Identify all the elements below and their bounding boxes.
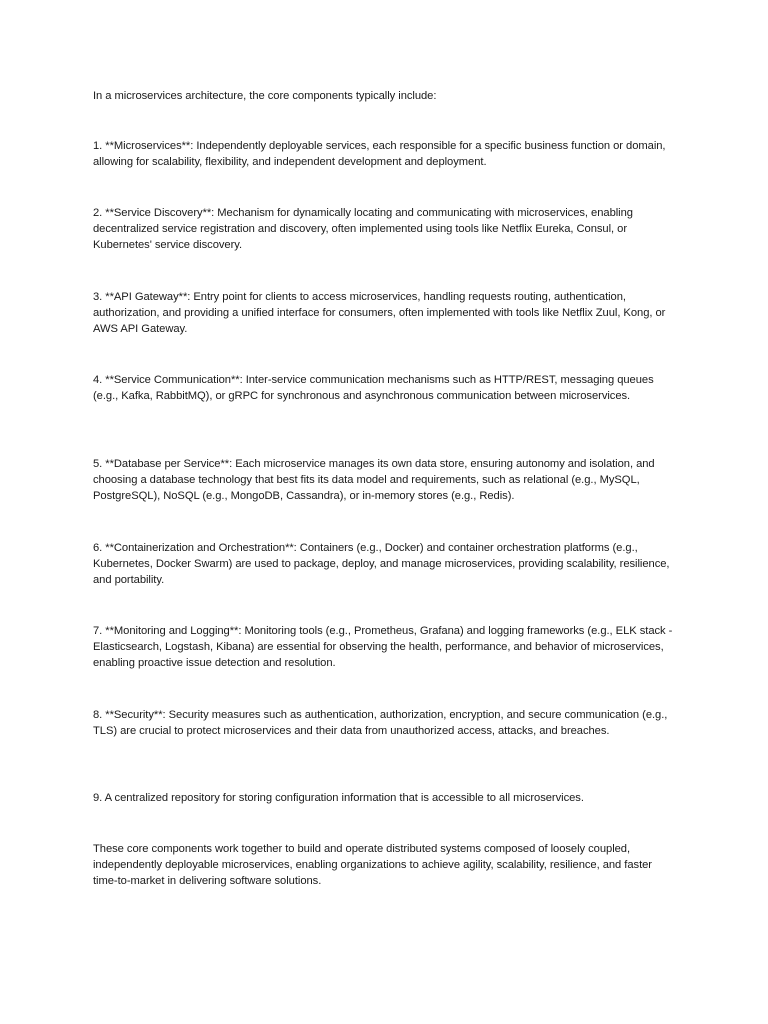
list-item-monitoring-logging: 7. **Monitoring and Logging**: Monitoring tools (e.g., Prometheus, Grafana) and logging frameworks (e.g., ELK stack - Elasticsearch, Logstash, Kibana) are essential for observing the health, performance, and behavior of microservices, enabling proactive issue detection and resolution. bbox=[93, 625, 673, 670]
list-item-database-per-service: 5. **Database per Service**: Each microservice manages its own data store, ensuring autonomy and isolation, and choosing a database technology that best fits its data model and requirements, such as relational (e.g., MySQL, PostgreSQL), NoSQL (e.g., MongoDB, Cassandra), or in-memory stores (e.g., Redis). bbox=[93, 458, 655, 503]
intro-paragraph: In a microservices architecture, the core components typically include: bbox=[93, 90, 437, 102]
list-item-configuration: 9. A centralized repository for storing configuration information that is accessible to all microservices. bbox=[93, 792, 584, 804]
conclusion-paragraph: These core components work together to build and operate distributed systems composed of loosely coupled, independently deployable microservices, enabling organizations to achieve agility, scalability, resilience, and faster time-to-market in delivering software solutions. bbox=[93, 843, 652, 888]
list-item-service-communication: 4. **Service Communication**: Inter-service communication mechanisms such as HTTP/REST, messaging queues (e.g., Kafka, RabbitMQ), or gRPC for synchronous and asynchronous communication between microservices. bbox=[93, 374, 654, 403]
list-item-security: 8. **Security**: Security measures such as authentication, authorization, encryption, and secure communication (e.g., TLS) are crucial to protect microservices and their data from unauthorized access, attacks, and breaches. bbox=[93, 709, 668, 738]
list-item-microservices: 1. **Microservices**: Independently deployable services, each responsible for a specific business function or domain, allowing for scalability, flexibility, and independent development and deployment. bbox=[93, 140, 666, 169]
list-item-service-discovery: 2. **Service Discovery**: Mechanism for dynamically locating and communicating with microservices, enabling decentralized service registration and discovery, often implemented using tools like Netflix Eureka, Consul, or Kubernetes' service discovery. bbox=[93, 207, 633, 252]
list-item-containerization: 6. **Containerization and Orchestration**: Containers (e.g., Docker) and container orchestration platforms (e.g., Kubernetes, Docker Swarm) are used to package, deploy, and manage microservices, providing scalability, resilience, and portability. bbox=[93, 542, 670, 587]
list-item-api-gateway: 3. **API Gateway**: Entry point for clients to access microservices, handling requests routing, authentication, authorization, and providing a unified interface for consumers, often implemented with tools like Netflix Zuul, Kong, or AWS API Gateway. bbox=[93, 291, 666, 336]
